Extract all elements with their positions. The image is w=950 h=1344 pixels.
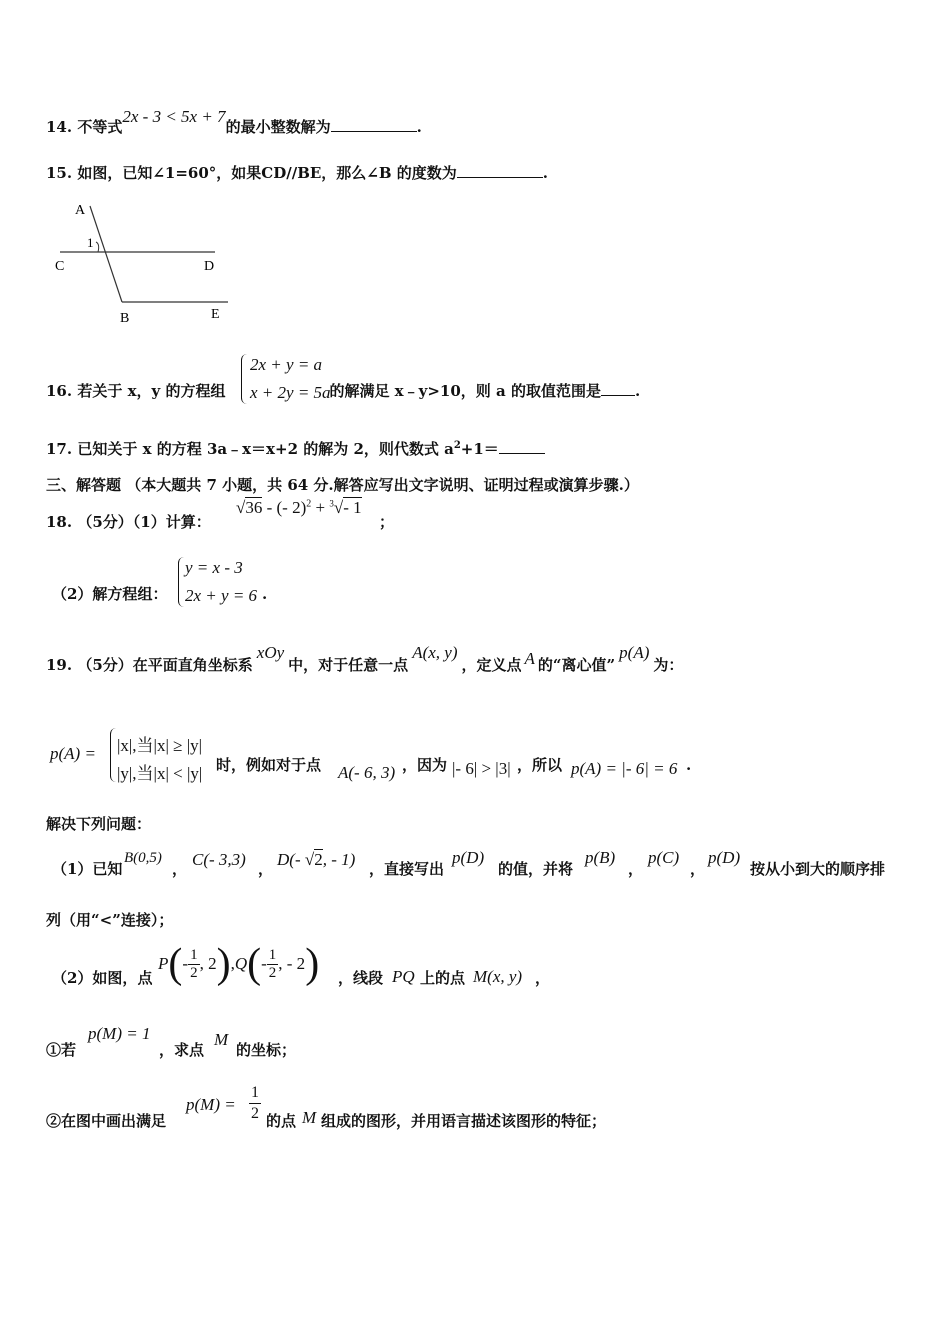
q19-q-frac [267,947,279,982]
q15-answer-blank[interactable] [457,163,543,178]
left-paren-icon: ( [247,941,262,987]
q14-period: . [416,118,422,136]
label-1: 1 [87,235,94,250]
q19-result: p(A) = |- 6| = 6 [571,759,678,778]
q19-part-1 [52,858,122,879]
q19-mid1: 中，对于任意一点 [288,656,409,674]
q19-p-frac-num: 1 [190,946,198,963]
comma-1: ， [172,860,188,878]
q19-q-y: , - 2 [278,954,306,973]
line-ab [90,206,122,302]
question-17 [46,438,545,459]
q16-text-post: 的解满足 x﹣y>10，则 a 的取值范围是 [329,382,601,400]
q19-p2-end: ， [535,969,551,987]
q19-point-a: A(x, y) [412,643,458,662]
q17-exponent: 2 [453,440,461,451]
sqrt-icon: √ [236,498,246,517]
q15-period: . [542,164,549,182]
q19-result-dot: . [686,756,692,774]
q19-c2-pre: ②在图中画出满足 [46,1112,167,1130]
q19-c2-expr: p(M) = [186,1095,236,1114]
q14-text-post: 的最小整数解为 [225,118,331,136]
right-paren-icon: ) [216,941,231,987]
q19-c2-end: 组成的图形，并用语言描述该图形的特征； [321,1112,607,1130]
q19-sub-1 [46,1039,76,1060]
q14-inequality: 2x - 3 < 5x + 7 [122,107,226,126]
q18-plus: + [311,498,330,517]
q18-cbrt-index: 3 [329,498,334,509]
q19-p1-end: 按从小到大的顺序排 [750,860,886,878]
q19-post: 为： [653,656,684,674]
label-a: A [75,203,86,218]
q19-p1-mid: ，直接写出 [369,860,445,878]
minus-sign: - [261,954,267,973]
q15-number: 15. [46,164,73,182]
q19-pa: p(A) [619,643,650,662]
q18-number: 18. [46,513,73,531]
q19-q-frac-num: 1 [268,946,277,963]
q19-ineq: |- 6| > |3| [452,759,511,778]
question-18 [46,511,211,532]
comma-4: ， [690,860,706,878]
q19-p1-mid2: 的值，并将 [498,860,574,878]
q19-pq: PQ [392,967,415,986]
section-3-heading: 三、解答题 （本大题共 7 小题，共 64 分.解答应写出文字说明、证明过程或演算步骤.） [46,476,639,494]
q19-sub-2 [46,1110,166,1131]
q14-answer-blank[interactable] [331,117,417,132]
q19-p1-cont: 列（用“<”连接）； [46,911,174,929]
q18-mid: - (- 2) [262,498,307,517]
q18-semicolon: ； [379,513,395,531]
q19-c2-frac-den: 2 [251,1105,259,1122]
q18-expression [236,498,362,518]
q19-p-frac-den: 2 [190,964,198,981]
q16-eq2: x + 2y = 5a [250,383,331,402]
left-paren-icon: ( [168,941,183,987]
q19-pre: （5分）在平面直角坐标系 [77,656,253,674]
q19-ex1: 时，例如对于点 [216,756,322,774]
comma-3: ， [628,860,644,878]
question-16 [46,380,640,401]
q16-answer-blank[interactable] [601,381,635,396]
q19-p-label: P [158,954,169,973]
q19-p1-pre: （1）已知 [52,860,123,878]
q16-period: . [634,382,641,400]
q16-number: 16. [46,382,73,400]
q19-c2-frac-num: 1 [249,1083,261,1104]
q19-a: A [524,649,535,668]
q19-def-brace [110,728,117,782]
q19-xoy: xOy [256,643,285,662]
q19-q-label: Q [234,954,248,973]
q19-example [216,754,321,775]
question-14 [46,107,422,137]
q19-point-b: B(0,5) [124,850,162,866]
q19-mid2: ，定义点 [461,656,522,674]
q18-text-pre: （5分）（1）计算： [77,513,211,531]
q19-p-frac [188,947,200,982]
q19-d-post: , - 1) [322,850,356,869]
q19-c1-expr: p(M) = 1 [88,1024,151,1043]
angle-1-arc [96,242,99,252]
q18-eq2: 2x + y = 6 [185,586,258,605]
q17-answer-blank[interactable] [499,439,545,454]
q19-mxy: M(x, y) [473,967,523,986]
q19-c2-m: M [302,1108,317,1127]
right-paren-icon: ) [305,941,320,987]
q18-sqrt-arg: 36 [245,498,263,517]
question-15 [46,162,548,183]
q19-p2-pre: （2）如图，点 [52,969,153,987]
label-e: E [211,307,220,322]
comma: , [230,954,235,973]
q19-case2: |y|,当|x| < |y| [117,764,203,783]
q16-system-brace [241,354,248,404]
q18-system-brace [178,557,185,607]
q18-square: 2 [306,498,312,510]
q19-number: 19. [46,656,73,674]
q19-pq-points [158,941,320,987]
question-19 [46,643,684,675]
q14-text-pre: 不等式 [77,118,123,136]
q19-p2-mid: ，线段 [338,969,384,987]
q19-part-2 [52,967,152,988]
q19-point-c: C(- 3,3) [192,850,246,869]
q19-c1-end: 的坐标； [236,1041,297,1059]
q19-pc: p(C) [648,848,680,867]
q17-text-a: 已知关于 x 的方程 3a﹣x＝x+2 的解为 2，则代数式 a [77,440,454,458]
cbrt-icon: √ [333,498,344,517]
q18-dot: . [262,585,268,603]
q19-q-frac-den: 2 [268,964,277,981]
q19-d-sqrt-arg: 2 [314,850,323,869]
q19-ex2: ，因为 [402,756,448,774]
q15-figure [50,198,240,328]
q14-number: 14. [46,118,73,136]
q16-text-pre: 若关于 x，y 的方程组 [77,382,226,400]
q18-part-2: （2）解方程组： [52,585,168,603]
q17-number: 17. [46,440,73,458]
q16-eq1: 2x + y = a [250,355,323,374]
minus-sign: - [182,954,189,973]
q19-solve-heading: 解决下列问题： [46,815,152,833]
q19-c1-m: M [214,1030,229,1049]
label-c: C [55,259,65,274]
q19-c2-frac [249,1083,261,1124]
q19-ex3: ，所以 [517,756,563,774]
q17-text-b: +1＝ [460,440,499,458]
q19-c1-pre: ①若 [46,1041,77,1059]
q19-pb: p(B) [585,848,616,867]
comma-2: ， [258,860,274,878]
q19-d-pre: D(- [277,850,305,869]
q19-p-y: , 2 [199,954,217,973]
q19-case1: |x|,当|x| ≥ |y| [117,736,202,755]
sqrt-icon: √ [304,850,315,869]
label-d: D [204,259,215,274]
q19-mid3: 的“离心值” [537,656,616,674]
q19-point-d [277,850,355,870]
q19-def-lhs: p(A) = [50,744,96,763]
q15-text: 如图，已知∠1=60°，如果CD//BE，那么∠B 的度数为 [77,164,457,182]
q19-pd2: p(D) [708,848,741,867]
q18-eq1: y = x - 3 [185,558,243,577]
q18-cbrt-arg: - 1 [343,498,362,517]
q19-p2-mid2: 上的点 [420,969,466,987]
q19-pd: p(D) [452,848,485,867]
q19-c1-mid: ，求点 [159,1041,205,1059]
q19-ex-point: A(- 6, 3) [338,763,396,782]
q19-c2-post: 的点 [266,1112,297,1130]
label-b: B [120,311,130,326]
